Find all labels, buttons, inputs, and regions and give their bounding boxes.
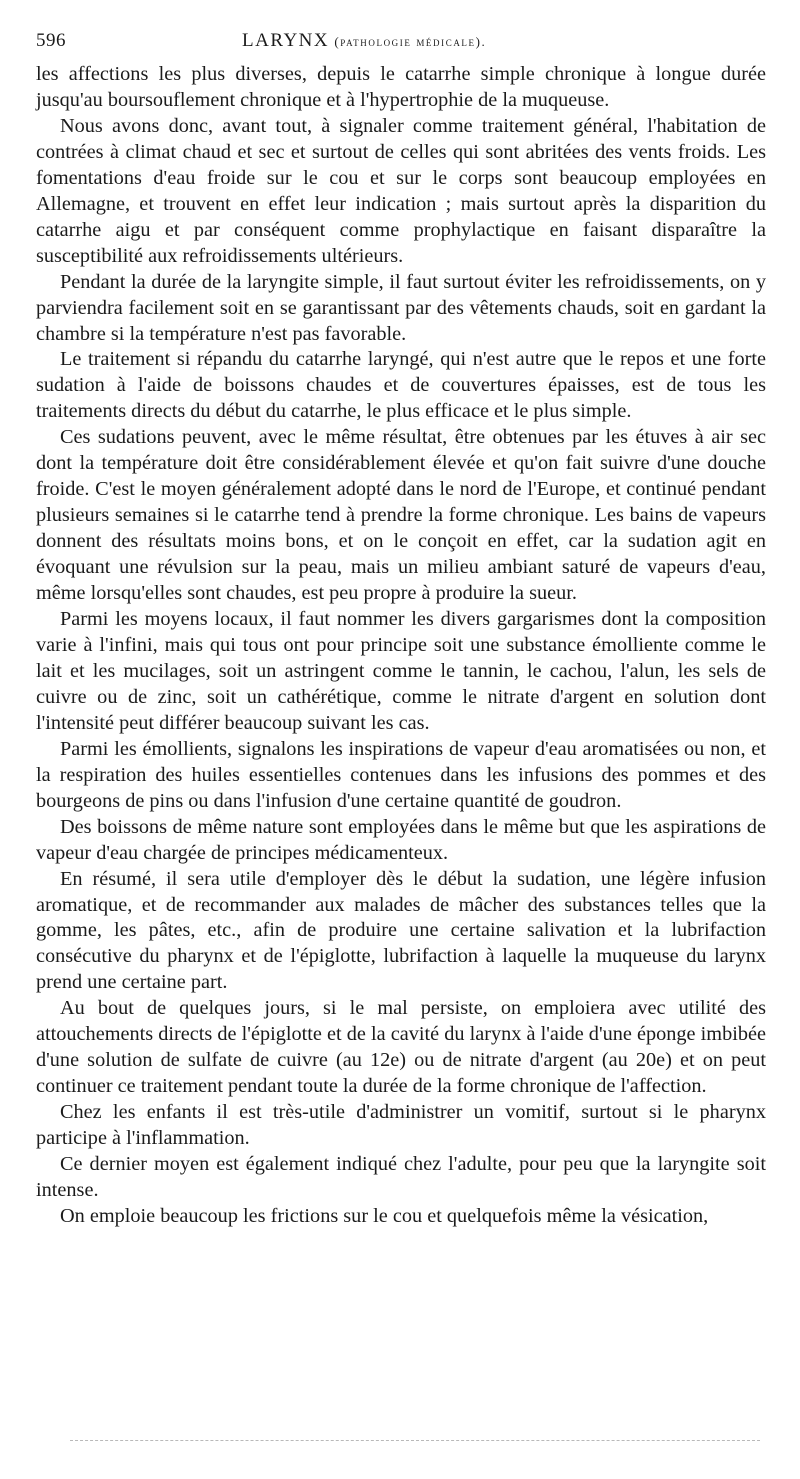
paragraph: Ce dernier moyen est également indiqué chez l'adulte, pour peu que la laryngite soit intense. [36, 1153, 766, 1201]
paragraph: Parmi les moyens locaux, il faut nommer les divers gargarismes dont la composition varie à l'infini, mais qui tous ont pour principe soit une substance émolliente comme le lait et les mucilages, soit un astringent comme le tannin, le cachou, l'alun, les sels de cuivre ou de zinc, soit un cathérétique, comme le nitrate d'argent en solution dont l'intensité peut différer beaucoup suivant les cas. [36, 608, 766, 734]
paragraph: En résumé, il sera utile d'employer dès le début la sudation, une légère infusion aromatique, et de recommander aux malades de mâcher des substances telles que la gomme, les pâtes, etc., afin de produire une certaine salivation et la lubrifaction consécutive du pharynx et de l'épiglotte, lubrifaction à laquelle la muqueuse du larynx prend une certaine part. [36, 867, 766, 994]
paragraph: Parmi les émollients, signalons les inspirations de vapeur d'eau aromatisées ou non, et la respiration des huiles essentielles contenues dans les infusions des pommes et des bourgeons de pins ou dans l'infusion d'une certaine quantité de goudron. [36, 737, 766, 812]
running-title-sub: (pathologie médicale). [334, 34, 487, 49]
paragraph: Au bout de quelques jours, si le mal persiste, on emploiera avec utilité des attouchements directs de l'épiglotte et de la cavité du larynx à l'aide d'une éponge imbibée d'une solution de sulfate de cuivre (au 12e) ou de nitrate d'argent (au 20e) et on peut continuer ce traitement pendant toute la durée de la forme chronique de l'affection. [36, 997, 766, 1098]
paragraph: Nous avons donc, avant tout, à signaler comme traitement général, l'habitation de contrées à climat chaud et sec et surtout de celles qui sont abritées des vents froids. Les fomentations d'eau froide sur le cou et sur le corps sont beaucoup employées en Allemagne, et trouvent en effet leur indication ; mais surtout après la disparition du catarrhe aigu et par conséquent comme prophylactique en faisant disparaître la susceptibilité aux refroidissements ultérieurs. [36, 114, 766, 267]
paragraph-continuation: les affections les plus diverses, depuis le catarrhe simple chronique à longue durée jusqu'au boursouflement chronique et à l'hypertrophie de la muqueuse. [36, 63, 766, 111]
body-text [36, 62, 766, 1230]
paragraph: Des boissons de même nature sont employées dans le même but que les aspirations de vapeur d'eau chargée de principes médicamenteux. [36, 815, 766, 864]
page-number: 596 [36, 30, 66, 51]
paragraph: Ces sudations peuvent, avec le même résultat, être obtenues par les étuves à air sec dont la température doit être considérablement élevée et qu'on fait suivre d'une douche froide. C'est le moyen généralement adopté dans le nord de l'Europe, et continué pendant plusieurs semaines si le catarrhe tend à prendre la forme chronique. Les bains de vapeurs donnent des résultats moins bons, et on le conçoit en effet, car la sudation agit en évoquant une révulsion sur la peau, mais un milieu ambiant saturé de vapeurs d'eau, même lorsqu'elles sont chaudes, est peu propre à produire la sueur. [36, 426, 766, 605]
running-title-main: LARYNX [242, 30, 330, 51]
running-header [36, 26, 766, 54]
paragraph: Chez les enfants il est très-utile d'administrer un vomitif, surtout si le pharynx participe à l'inflammation. [36, 1101, 766, 1150]
paragraph: Pendant la durée de la laryngite simple, il faut surtout éviter les refroidissements, on y parviendra facilement soit en se garantissant par des vêtements chauds, soit en gardant la chambre si la température n'est pas favorable. [36, 270, 766, 345]
running-title [242, 30, 486, 52]
page-bottom-rule [70, 1440, 760, 1441]
paragraph: On emploie beaucoup les frictions sur le cou et quelquefois même la vésication, [60, 1204, 709, 1227]
paragraph: Le traitement si répandu du catarrhe laryngé, qui n'est autre que le repos et une forte sudation à l'aide de boissons chaudes et de couvertures épaisses, est de tous les traitements directs du début du catarrhe, le plus efficace et le plus simple. [36, 348, 766, 423]
